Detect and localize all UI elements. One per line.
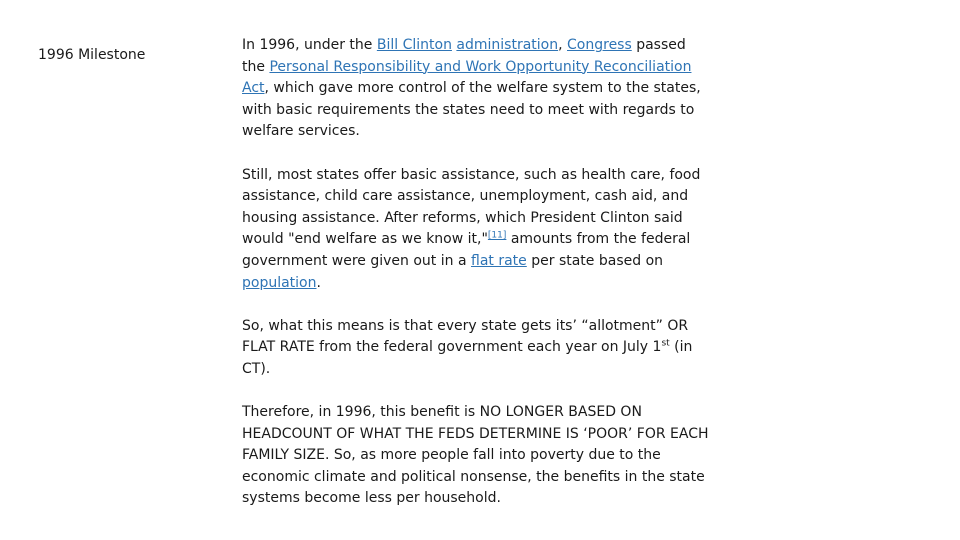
link-administration[interactable]: administration xyxy=(456,37,559,53)
link-prwora[interactable]: Personal Responsibility and Work Opportunity Reconciliation Act xyxy=(242,58,692,97)
citation-link[interactable]: [11] xyxy=(487,230,507,241)
p2-text-1: Still, most states offer basic assistance, such as health care, food assistance, child care assistance, unemployment, cash aid, and housing assistance. After reforms, which President Clinton said would "end welfare as we know it," xyxy=(242,166,701,248)
slide-label: 1996 Milestone xyxy=(38,47,146,63)
ordinal-suffix: st xyxy=(661,338,670,349)
slide-body xyxy=(242,35,712,532)
p2-text-4: . xyxy=(316,274,321,291)
paragraph-4 xyxy=(242,402,712,510)
p1-text-3: , xyxy=(558,37,568,53)
p3-text-1: So, what this means is that every state gets its’ “allotment” OR FLAT RATE from the federal government each year on July 1 xyxy=(242,317,689,356)
link-flat-rate[interactable]: flat rate xyxy=(471,252,527,269)
paragraph-1 xyxy=(242,35,712,143)
paragraph-2 xyxy=(242,165,712,295)
p2-text-2: amounts from the federal government were given out in a xyxy=(242,231,691,269)
link-population[interactable]: population xyxy=(242,274,317,291)
p1-text-1: In 1996, under the xyxy=(242,37,377,53)
p3-text-2: (in CT). xyxy=(242,339,693,377)
p1-text-4: passed the xyxy=(242,37,686,75)
link-congress[interactable]: Congress xyxy=(567,37,632,53)
p2-text-3: per state based on xyxy=(526,252,664,269)
p4-text-1: Therefore, in 1996, this benefit is NO LONGER BASED ON HEADCOUNT OF WHAT THE FEDS DETERMINE IS ‘POOR’ FOR EACH FAMILY SIZE. So, as more people fall into poverty due to the economic climate and political nonsense, the benefits in the state systems become less per household. xyxy=(242,404,709,507)
link-bill-clinton[interactable]: Bill Clinton xyxy=(376,37,452,53)
paragraph-3 xyxy=(242,316,712,381)
p1-text-5: , which gave more control of the welfare system to the states, with basic requirements the states need to meet with regards to welfare services. xyxy=(242,80,701,140)
